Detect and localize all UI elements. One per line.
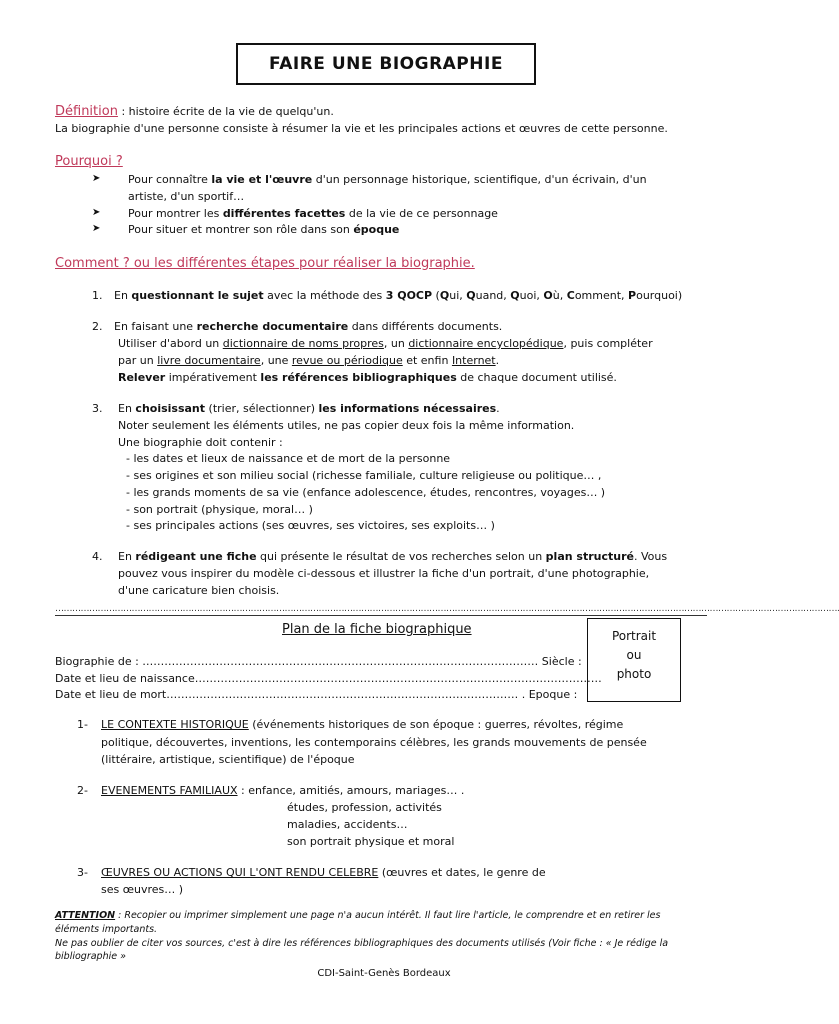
definition-line — [55, 104, 334, 119]
underlined-text: EVENEMENTS FAMILIAUX — [101, 784, 238, 797]
section-oeuvres — [101, 866, 546, 879]
section-line: maladies, accidents… — [287, 818, 408, 831]
divider — [55, 615, 707, 616]
text: , puis compléter — [563, 337, 653, 350]
text: d'un personnage historique, scientifique, d'un écrivain, d'un — [312, 173, 647, 186]
form-field-mort: Date et lieu de mort…………………………………………………………………………………… . Epoque : — [55, 688, 578, 701]
attention-line4: bibliographie » — [55, 951, 126, 962]
list-item: - son portrait (physique, moral… ) — [126, 503, 313, 516]
section-number: 1- — [77, 718, 88, 731]
bold-text: questionnant le sujet — [131, 289, 264, 302]
step3-line2: Noter seulement les éléments utiles, ne pas copier deux fois la même information. — [118, 419, 575, 432]
step-number: 3. — [92, 402, 103, 415]
underlined-text: revue ou périodique — [291, 354, 403, 367]
step4-line2: pouvez vous inspirer du modèle ci-dessous et illustrer la fiche d'un portrait, d'une photographie, — [118, 567, 650, 580]
section-contexte — [101, 718, 623, 731]
section-number: 2- — [77, 784, 88, 797]
form-field-biographie: Biographie de : ……………………………………………………………………………………………… Siècle : — [55, 655, 582, 668]
text: Pour montrer les — [128, 207, 223, 220]
step4-line3: d'une caricature bien choisis. — [118, 584, 280, 597]
text: . — [495, 354, 500, 367]
step2-line2 — [118, 337, 653, 350]
step-number: 4. — [92, 550, 103, 563]
text: En — [118, 402, 136, 415]
bold-letter: P — [628, 289, 637, 302]
portrait-label: photo — [616, 667, 652, 681]
attention-line3: Ne pas oublier de citer vos sources, c'est à dire les références bibliographiques des documents utilisés (Voir fiche : « Je rédige la — [55, 938, 669, 949]
underlined-text: dictionnaire encyclopédique — [408, 337, 564, 350]
arrow-bullet-icon: ➤ — [92, 223, 101, 234]
step2-line3 — [118, 354, 499, 367]
text: omment, — [574, 289, 629, 302]
step-number: 2. — [92, 320, 103, 333]
text: de la vie de ce personnage — [345, 207, 498, 220]
pourquoi-heading: Pourquoi ? — [55, 154, 123, 169]
text: impérativement — [165, 371, 261, 384]
text: de chaque document utilisé. — [456, 371, 617, 384]
text: et enfin — [402, 354, 452, 367]
underlined-text: livre documentaire — [157, 354, 261, 367]
underlined-text: ŒUVRES OU ACTIONS QUI L'ONT RENDU CELEBRE — [101, 866, 379, 879]
text: ourquoi) — [636, 289, 683, 302]
text: , une — [260, 354, 292, 367]
bold-letter: Q — [466, 289, 476, 302]
text: (événements historiques de son époque : guerres, révoltes, régime — [248, 718, 624, 731]
portrait-box — [587, 618, 681, 702]
section-line: son portrait physique et moral — [287, 835, 455, 848]
text: avec la méthode des — [263, 289, 386, 302]
dotted-separator: ……………………………………………………………………………………………………………………………………………………………………………………………………………………………………………………. — [55, 604, 839, 614]
text: uoi, — [519, 289, 544, 302]
text: par un — [118, 354, 158, 367]
pourquoi-item-cont: artiste, d'un sportif… — [128, 190, 245, 203]
text: (trier, sélectionner) — [205, 402, 319, 415]
underlined-text: dictionnaire de noms propres — [222, 337, 384, 350]
bold-text: choisissant — [135, 402, 206, 415]
form-field-naissance: Date et lieu de naissance………………………………………………………………………………………………… — [55, 672, 602, 685]
section-line: ses œuvres… ) — [101, 883, 184, 896]
bold-text: époque — [353, 223, 400, 236]
bold-text: Relever — [118, 371, 166, 384]
list-item: - ses origines et son milieu social (richesse familiale, culture religieuse ou politique… , — [126, 469, 602, 482]
text: : Recopier ou imprimer simplement une page n'a aucun intérêt. Il faut lire l'article, le comprendre et en retirer les — [115, 910, 661, 921]
arrow-bullet-icon: ➤ — [92, 207, 101, 218]
page-title: FAIRE UNE BIOGRAPHIE — [236, 43, 536, 85]
bold-text: rédigeant une fiche — [135, 550, 257, 563]
bold-letter: Q — [510, 289, 520, 302]
text: (œuvres et dates, le genre de — [378, 866, 546, 879]
bold-letter: Q — [439, 289, 450, 302]
text: : enfance, amitiés, amours, mariages… . — [237, 784, 465, 797]
step-number: 1. — [92, 289, 103, 302]
section-line: études, profession, activités — [287, 801, 442, 814]
portrait-label: ou — [626, 648, 642, 662]
bold-text: 3 QOCP — [385, 289, 433, 302]
section-line: politique, découvertes, inventions, les contemporains célèbres, les grands mouvements de pensée — [101, 736, 647, 749]
text: En — [114, 289, 132, 302]
attention-label: ATTENTION — [55, 910, 116, 921]
bold-text: les références bibliographiques — [260, 371, 457, 384]
bold-letter: C — [566, 289, 575, 302]
underlined-text: LE CONTEXTE HISTORIQUE — [101, 718, 249, 731]
text: Pour connaître — [128, 173, 212, 186]
underlined-text: Internet — [451, 354, 496, 367]
list-item: - ses principales actions (ses œuvres, ses victoires, ses exploits… ) — [126, 519, 495, 532]
bold-letter: O — [543, 289, 553, 302]
text: qui présente le résultat de vos recherches selon un — [256, 550, 546, 563]
text: uand, — [475, 289, 511, 302]
text: En faisant une — [114, 320, 197, 333]
definition-text: : histoire écrite de la vie de quelqu'un. — [117, 105, 334, 118]
definition-body: La biographie d'une personne consiste à résumer la vie et les principales actions et œuvres de cette personne. — [55, 122, 668, 135]
text: Utiliser d'abord un — [118, 337, 223, 350]
text: . — [496, 402, 500, 415]
pourquoi-item — [128, 207, 498, 220]
text: dans différents documents. — [348, 320, 503, 333]
definition-heading: Définition — [55, 104, 118, 119]
plan-title: Plan de la fiche biographique — [282, 622, 472, 637]
step3-line1 — [118, 402, 500, 415]
attention-line2: éléments importants. — [55, 924, 158, 935]
step2-line1 — [114, 320, 502, 333]
attention-line1 — [55, 910, 660, 921]
list-item: - les dates et lieux de naissance et de mort de la personne — [126, 452, 451, 465]
text: ù, — [552, 289, 567, 302]
text: ui, — [449, 289, 467, 302]
pourquoi-item — [128, 223, 399, 236]
comment-heading: Comment ? ou les différentes étapes pour réaliser la biographie. — [55, 256, 475, 271]
bold-text: les informations nécessaires — [318, 402, 497, 415]
text: Pour situer et montrer son rôle dans son — [128, 223, 354, 236]
list-item: - les grands moments de sa vie (enfance adolescence, études, rencontres, voyages… ) — [126, 486, 606, 499]
text: , un — [383, 337, 409, 350]
step3-line3: Une biographie doit contenir : — [118, 436, 283, 449]
step4-line1 — [118, 550, 667, 563]
section-line: (littéraire, artistique, scientifique) de l'époque — [101, 753, 355, 766]
portrait-label: Portrait — [611, 629, 657, 643]
step1-text — [114, 289, 682, 302]
bold-text: plan structuré — [545, 550, 634, 563]
bold-text: différentes facettes — [222, 207, 346, 220]
bold-text: recherche documentaire — [196, 320, 349, 333]
bold-text: la vie et l'œuvre — [211, 173, 313, 186]
section-number: 3- — [77, 866, 88, 879]
step2-line4 — [118, 371, 617, 384]
section-familiaux — [101, 784, 464, 797]
text: En — [118, 550, 136, 563]
text: . Vous — [633, 550, 668, 563]
arrow-bullet-icon: ➤ — [92, 173, 101, 184]
text: ( — [432, 289, 440, 302]
footer: CDI-Saint-Genès Bordeaux — [317, 968, 451, 979]
pourquoi-item — [128, 173, 647, 186]
